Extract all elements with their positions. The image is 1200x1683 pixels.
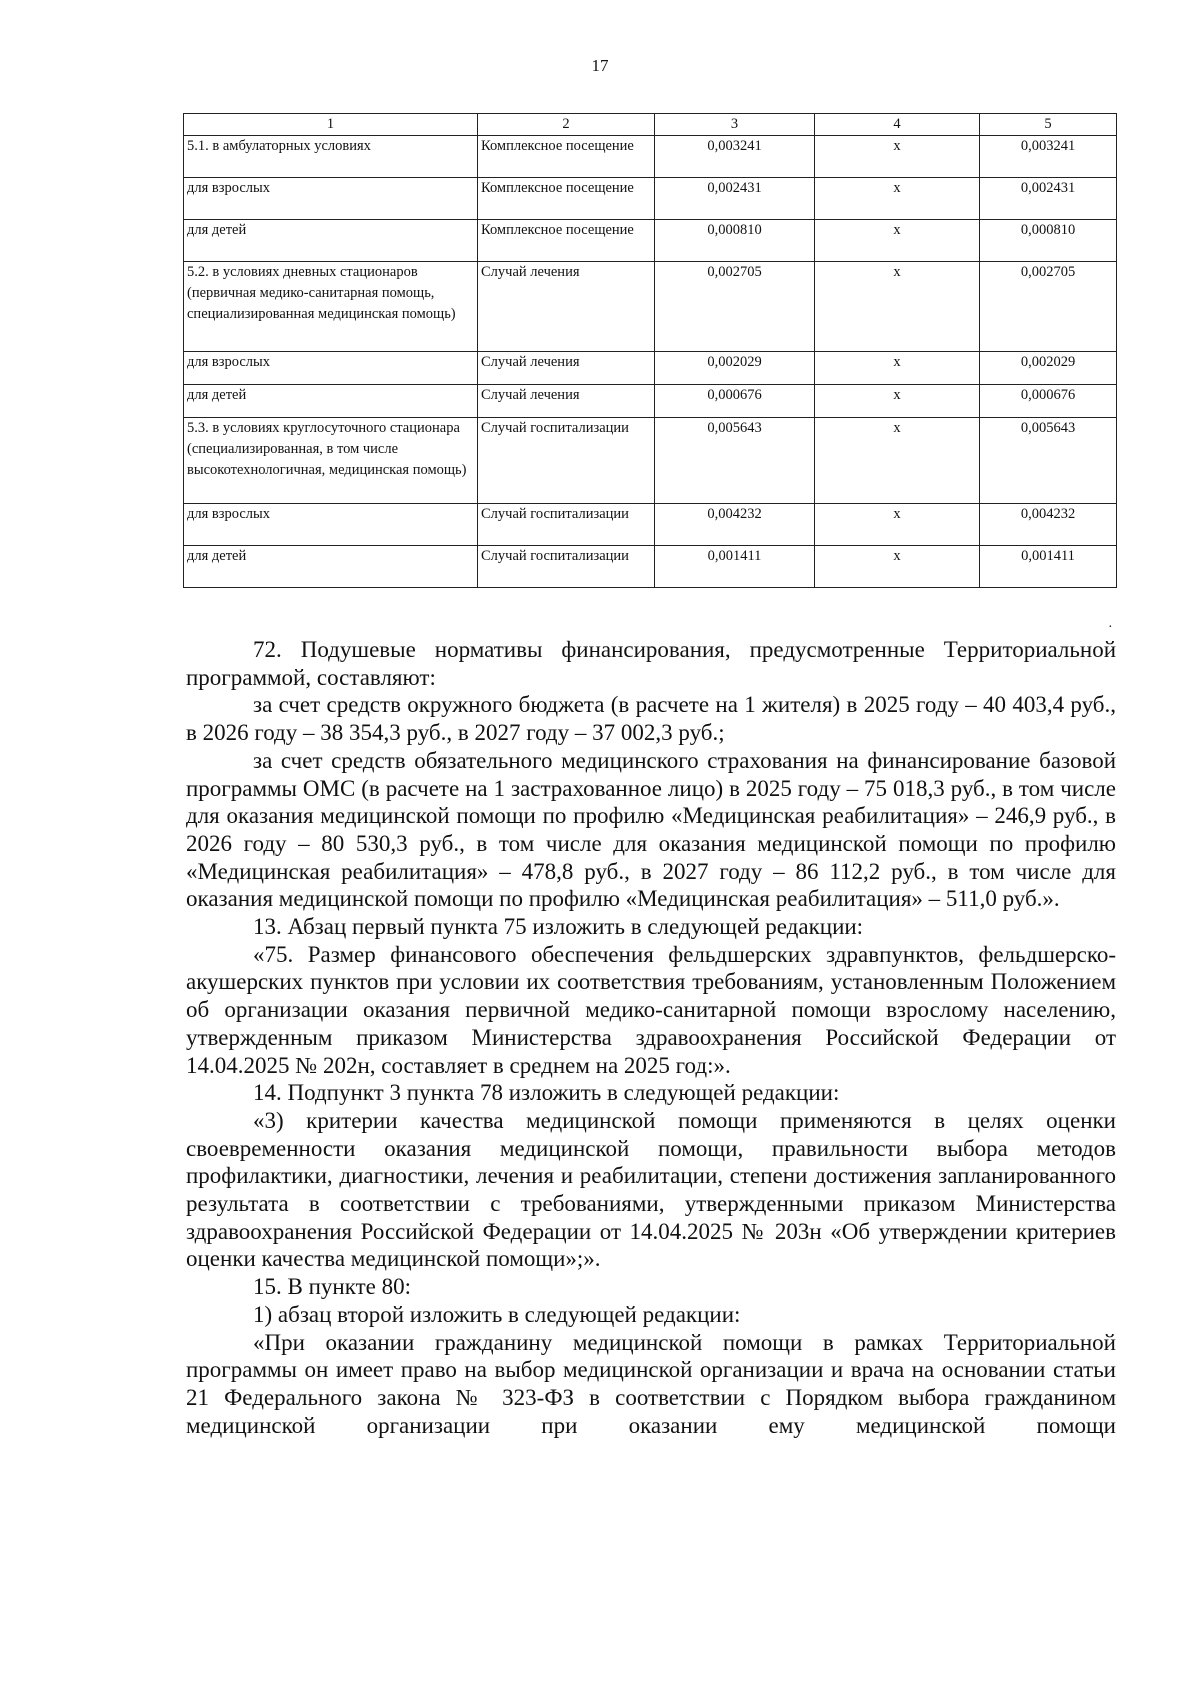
row-label: 5.3. в условиях круглосуточного стационара (специализированная, в том числе высокотехнологичная, медицинская помощь) xyxy=(184,418,478,504)
header-cell: 3 xyxy=(655,114,815,136)
table-row xyxy=(184,136,1117,178)
value-cell: 0,000810 xyxy=(980,220,1117,262)
unit-cell: Комплексное посещение xyxy=(478,178,655,220)
value-cell: 0,003241 xyxy=(980,136,1117,178)
value-cell: 0,002029 xyxy=(980,352,1117,385)
table-row xyxy=(184,504,1117,546)
table-row xyxy=(184,385,1117,418)
value-cell: 0,000676 xyxy=(655,385,815,418)
paragraph: 15. В пункте 80: xyxy=(253,1274,411,1300)
unit-cell: Случай госпитализации xyxy=(478,546,655,588)
value-cell: 0,002705 xyxy=(980,262,1117,352)
value-cell: 0,004232 xyxy=(980,504,1117,546)
paragraph: «При оказании гражданину медицинской помощи в рамках Территориальной программы он имеет право на выбор медицинской организации и врача на основании статьи 21 Федерального закона № 323-ФЗ в соответствии с Порядком выбора гражданином медицинской организации при оказании ему медицинской помощи xyxy=(186,1329,1116,1438)
page-number: 17 xyxy=(591,56,609,75)
table-row xyxy=(184,220,1117,262)
row-label: для взрослых xyxy=(184,352,478,385)
row-label: для детей xyxy=(184,220,478,262)
header-cell: 4 xyxy=(815,114,980,136)
paragraph: «3) критерии качества медицинской помощи применяются в целях оценки своевременности оказания медицинской помощи, правильности выбора методов профилактики, диагностики, лечения и реабилитации, степени достижения запланированного результата в соответствии с требованиями, утвержденными приказом Министерства здравоохранения Российской Федерации от 14.04.2025 № 203н «Об утверждении критериев оценки качества медицинской помощи»;». xyxy=(186,1107,1116,1272)
table-row xyxy=(184,178,1117,220)
header-cell: 1 xyxy=(184,114,478,136)
paragraph: 13. Абзац первый пункта 75 изложить в следующей редакции: xyxy=(253,914,864,940)
row-label: для детей xyxy=(184,385,478,418)
paragraph: за счет средств окружного бюджета (в расчете на 1 жителя) в 2025 году – 40 403,4 руб., в 2026 году – 38 354,3 руб., в 2027 году – 37 002,3 руб.; xyxy=(186,692,1116,746)
value-cell: х xyxy=(815,504,980,546)
paragraph: «75. Размер финансового обеспечения фельдшерских здравпунктов, фельдшерско-акушерских пунктов при условии их соответствия требованиям, установленным Положением об организации оказания первичной медико-санитарной помощи взрослому населению, утвержденным приказом Министерства здравоохранения Российской Федерации от 14.04.2025 № 202н, составляет в среднем на 2025 год:». xyxy=(186,941,1116,1078)
unit-cell: Случай лечения xyxy=(478,385,655,418)
value-cell: х xyxy=(815,546,980,588)
table-header-row xyxy=(184,114,1117,136)
value-cell: 0,001411 xyxy=(980,546,1117,588)
header-cell: 2 xyxy=(478,114,655,136)
unit-cell: Комплексное посещение xyxy=(478,220,655,262)
document-body xyxy=(186,636,1116,1439)
value-cell: х xyxy=(815,136,980,178)
value-cell: 0,003241 xyxy=(655,136,815,178)
row-label: для взрослых xyxy=(184,504,478,546)
unit-cell: Случай госпитализации xyxy=(478,418,655,504)
row-label: 5.1. в амбулаторных условиях xyxy=(184,136,478,178)
norms-table xyxy=(183,113,1117,588)
value-cell: х xyxy=(815,418,980,504)
value-cell: х xyxy=(815,262,980,352)
unit-cell: Комплексное посещение xyxy=(478,136,655,178)
value-cell: 0,000810 xyxy=(655,220,815,262)
value-cell: х xyxy=(815,178,980,220)
scan-speck: · xyxy=(1108,620,1113,635)
row-label: для взрослых xyxy=(184,178,478,220)
value-cell: х xyxy=(815,352,980,385)
value-cell: 0,005643 xyxy=(980,418,1117,504)
table-row xyxy=(184,546,1117,588)
value-cell: 0,000676 xyxy=(980,385,1117,418)
row-label: для детей xyxy=(184,546,478,588)
table-row xyxy=(184,262,1117,352)
unit-cell: Случай лечения xyxy=(478,262,655,352)
unit-cell: Случай госпитализации xyxy=(478,504,655,546)
value-cell: 0,005643 xyxy=(655,418,815,504)
value-cell: 0,002029 xyxy=(655,352,815,385)
header-cell: 5 xyxy=(980,114,1117,136)
value-cell: 0,002431 xyxy=(655,178,815,220)
value-cell: х xyxy=(815,220,980,262)
unit-cell: Случай лечения xyxy=(478,352,655,385)
value-cell: 0,004232 xyxy=(655,504,815,546)
table-row xyxy=(184,352,1117,385)
value-cell: 0,001411 xyxy=(655,546,815,588)
value-cell: 0,002705 xyxy=(655,262,815,352)
table-row xyxy=(184,418,1117,504)
row-label: 5.2. в условиях дневных стационаров (первичная медико-санитарная помощь, специализированная медицинская помощь) xyxy=(184,262,478,352)
paragraph: 72. Подушевые нормативы финансирования, предусмотренные Территориальной программой, составляют: xyxy=(186,637,1116,690)
paragraph: за счет средств обязательного медицинского страхования на финансирование базовой программы ОМС (в расчете на 1 застрахованное лицо) в 2025 году – 75 018,3 руб., в том числе для оказания медицинской помощи по профилю «Медицинская реабилитация» – 246,9 руб., в 2026 году – 80 530,3 руб., в том числе для оказания медицинской помощи по профилю «Медицинская реабилитация» – 478,8 руб., в 2027 году – 86 112,2 руб., в том числе для оказания медицинской помощи по профилю «Медицинская реабилитация» – 511,0 руб.». xyxy=(186,747,1116,912)
paragraph: 1) абзац второй изложить в следующей редакции: xyxy=(253,1301,741,1327)
value-cell: х xyxy=(815,385,980,418)
paragraph: 14. Подпункт 3 пункта 78 изложить в следующей редакции: xyxy=(253,1080,840,1106)
value-cell: 0,002431 xyxy=(980,178,1117,220)
